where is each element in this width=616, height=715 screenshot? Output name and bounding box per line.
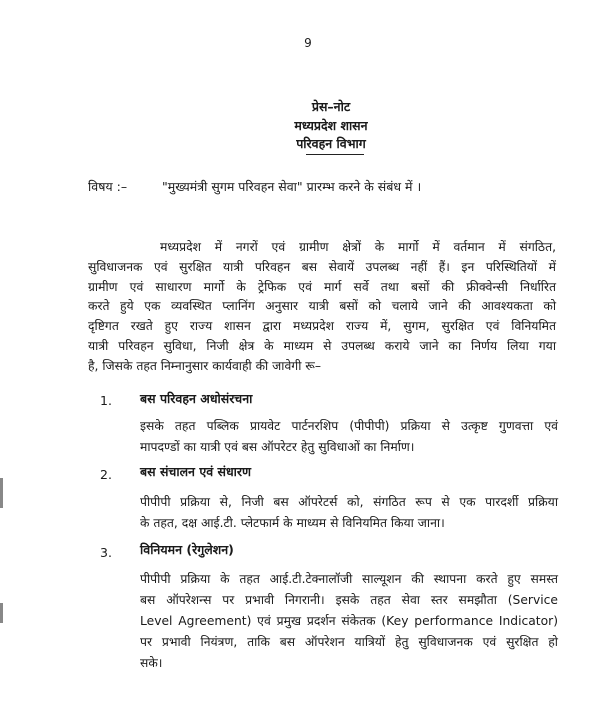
subject-label: विषय :–: [88, 179, 128, 194]
scan-edge-mark: [0, 478, 3, 508]
section-line: मापदण्डों का यात्री एवं बस ऑपरेटर हेतु सुविधाओं का निर्माण।: [140, 440, 415, 454]
intro-line: ग्रामीण एवं साधारण मार्गो के ट्रेफिक एवं मार्ग सर्वे तथा बसों की फ्रीक्वेन्सी निर्धारित: [88, 279, 556, 294]
section-line: इसके तहत पब्लिक प्रायवेट पार्टनरशिप (पीपीपी) प्रक्रिया से उत्कृष्ट गुणवत्ता एवं: [140, 419, 558, 433]
section-line: पीपीपी प्रक्रिया के तहत आई.टी.टेक्नालॉजी साल्यूशन की स्थापना करते हुए समस्त: [140, 572, 558, 586]
intro-line: करते हुये एक व्यवस्थित प्लानिंग अनुसार यात्री बसों को चलाये जाने की आवश्यकता को: [88, 299, 556, 314]
scan-edge-mark: [0, 603, 3, 623]
department-heading: परिवहन विभाग: [296, 136, 366, 151]
press-note-heading: प्रेस–नोट: [311, 99, 351, 114]
section-title: विनियमन (रेगुलेशन): [140, 542, 234, 557]
section-line: Level Agreement) एवं प्रमुख प्रदर्शन संकेतक (Key performance Indicator): [140, 614, 558, 628]
intro-line: मध्यप्रदेश में नगरों एवं ग्रामीण क्षेत्रों के मार्गो में वर्तमान में संगठित,: [160, 240, 556, 254]
intro-line: है, जिसके तहत निम्नानुसार कार्यवाही की जावेगी रू–: [88, 358, 322, 373]
page-number: 9: [304, 36, 312, 50]
section-title: बस संचालन एवं संधारण: [140, 464, 252, 479]
section-line: सके।: [140, 656, 163, 670]
section-body: [140, 569, 558, 674]
section-number: 1.: [100, 393, 112, 408]
heading-underline: [306, 154, 364, 155]
section-body: [140, 492, 558, 534]
section-body: [140, 416, 558, 458]
section-line: के तहत, दक्ष आई.टी. प्लेटफार्म के माध्यम से विनियमित किया जाना।: [140, 516, 445, 530]
section-line: पीपीपी प्रक्रिया से, निजी बस ऑपरेटर्स को, संगठित रूप से एक पारदर्शी प्रक्रिया: [140, 495, 558, 509]
intro-paragraph: [88, 238, 556, 377]
section-number: 3.: [100, 545, 112, 560]
section-line: पर प्रभावी नियंत्रण, ताकि बस ऑपरेशन यात्रियों हेतु सुविधाजनक एवं सुरक्षित हो: [140, 635, 558, 649]
subject-text: "मुख्यमंत्री सुगम परिवहन सेवा" प्रारम्भ करने के संबंध में ।: [162, 179, 422, 194]
intro-line: सुविधाजनक एवं सुरक्षित यात्री परिवहन बस सेवायें उपलब्ध नहीं हैं। इन परिस्थितियों में: [88, 259, 556, 274]
section-title: बस परिवहन अधोसंरचना: [140, 391, 253, 406]
intro-line: दृष्टिगत रखते हुए राज्य शासन द्वारा मध्यप्रदेश राज्य में, सुगम, सुरक्षित एवं विनियमित: [88, 319, 556, 334]
subject-line: [88, 178, 421, 195]
intro-line: यात्री परिवहन सुविधा, निजी क्षेत्र के माध्यम से उपलब्ध कराये जाने का निर्णय लिया गया: [88, 338, 556, 353]
section-number: 2.: [100, 467, 112, 482]
government-heading: मध्यप्रदेश शासन: [294, 118, 368, 133]
section-line: बस ऑपरेशन्स पर प्रभावी निगरानी। इसके तहत सेवा स्तर समझौता (Service: [140, 593, 558, 607]
